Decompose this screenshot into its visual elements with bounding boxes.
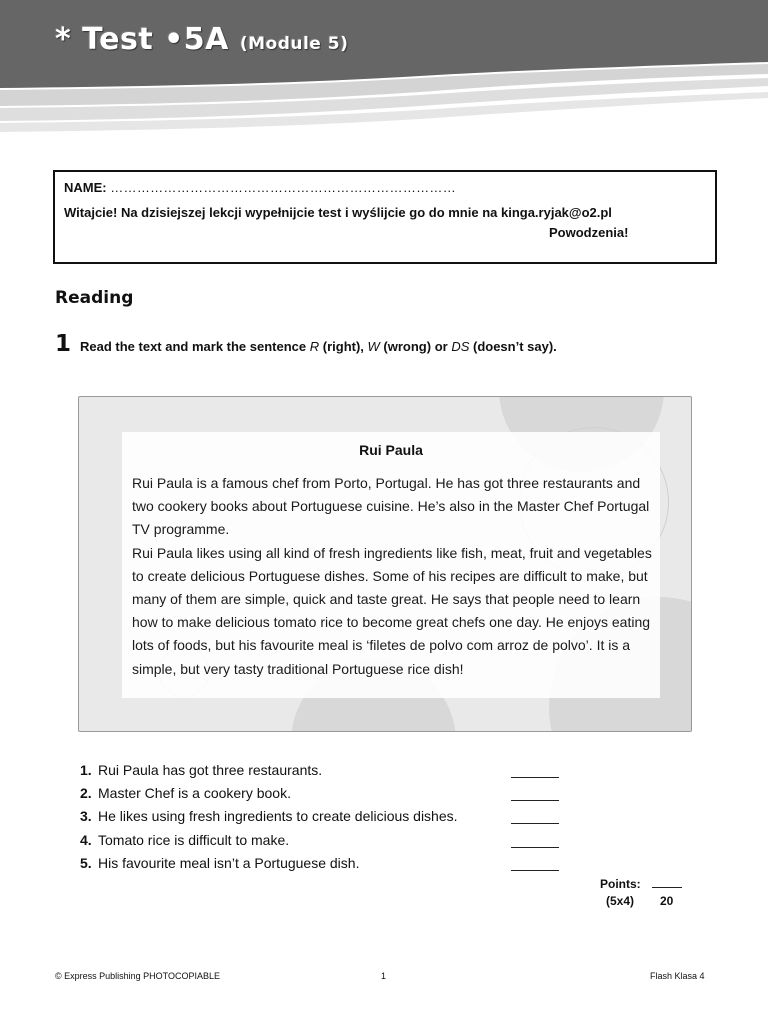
reading-text-body: [132, 472, 658, 681]
points-label: Points:: [600, 877, 641, 891]
instruction-part: (right),: [319, 339, 368, 354]
question-item: [80, 785, 580, 808]
answer-blank[interactable]: [511, 855, 559, 871]
section-title: Reading: [55, 288, 134, 308]
test-title-main: * Test •5A: [55, 22, 229, 57]
question-text: Rui Paula has got three restaurants.: [98, 762, 323, 778]
reading-text-card: [78, 396, 692, 732]
footer-book-title: Flash Klasa 4: [650, 971, 705, 981]
instruction-ds: DS: [451, 339, 470, 354]
reading-text-panel: [122, 432, 660, 698]
question-number: 3.: [80, 808, 92, 825]
points-max: 20: [660, 894, 674, 908]
answer-blank[interactable]: [511, 808, 559, 824]
good-luck-text: Powodzenia!: [549, 225, 629, 240]
footer-copyright: © Express Publishing PHOTOCOPIABLE: [55, 971, 221, 981]
instruction-w: W: [367, 339, 380, 354]
name-line: [64, 180, 456, 195]
question-text: His favourite meal isn’t a Portuguese dish.: [98, 854, 360, 871]
answer-blank[interactable]: [511, 762, 559, 778]
question-item: [80, 762, 580, 785]
question-number: 5.: [80, 854, 92, 871]
name-box: [53, 170, 717, 264]
question-text: Tomato rice is difficult to make.: [98, 831, 290, 848]
reading-paragraph: Rui Paula is a famous chef from Porto, Portugal. He has got three restaurants and two cookery books about Portuguese cuisine. He’s also in the Master Chef Portugal TV programme.: [132, 475, 650, 538]
question-number: 2.: [80, 785, 92, 802]
header-banner: [0, 0, 768, 140]
points-blank[interactable]: [652, 887, 682, 888]
question-item: [80, 855, 580, 878]
name-field[interactable]: ……………………………………………………………………: [110, 180, 457, 195]
exercise-instruction: [80, 339, 557, 354]
instruction-part: (wrong) or: [379, 339, 452, 354]
instruction-part: (doesn’t say).: [469, 339, 557, 354]
instruction-part: Read the text and mark the sentence: [80, 339, 310, 354]
question-number: 1.: [80, 762, 92, 778]
points-scale: (5x4): [606, 894, 635, 908]
footer-page-number: 1: [381, 971, 387, 981]
test-title-module: (Module 5): [239, 34, 349, 54]
teacher-instruction: Witajcie! Na dzisiejszej lekcji wypełnijcie test i wyślijcie go do mnie na kinga.ryjak@o2.pl: [64, 205, 612, 220]
reading-text-title: Rui Paula: [359, 442, 423, 458]
question-text: Master Chef is a cookery book.: [98, 785, 291, 802]
reading-paragraph: Rui Paula likes using all kind of fresh ingredients like fish, meat, fruit and vegetables to create delicious Portuguese dishes. Some of his recipes are difficult to make, but many of them are simple, quick and taste great. He says that people need to learn how to make delicious tomato rice to become great chefs one day. He enjoys eating lots of foods, but his favourite meal is ‘filetes de polvo com arroz de polvo’. It is a simple, but very tasty traditional Portuguese rice dish!: [132, 544, 652, 677]
question-text: He likes using fresh ingredients to create delicious dishes.: [98, 808, 458, 825]
answer-blank[interactable]: [511, 785, 559, 801]
exercise-number: 1: [55, 331, 72, 357]
answer-blank[interactable]: [511, 832, 559, 848]
test-title: [55, 22, 348, 57]
instruction-r: R: [309, 339, 320, 354]
question-item: [80, 832, 580, 855]
question-number: 4.: [80, 831, 92, 848]
question-item: [80, 808, 580, 831]
question-list: [80, 762, 580, 878]
name-label: NAME:: [64, 180, 107, 195]
